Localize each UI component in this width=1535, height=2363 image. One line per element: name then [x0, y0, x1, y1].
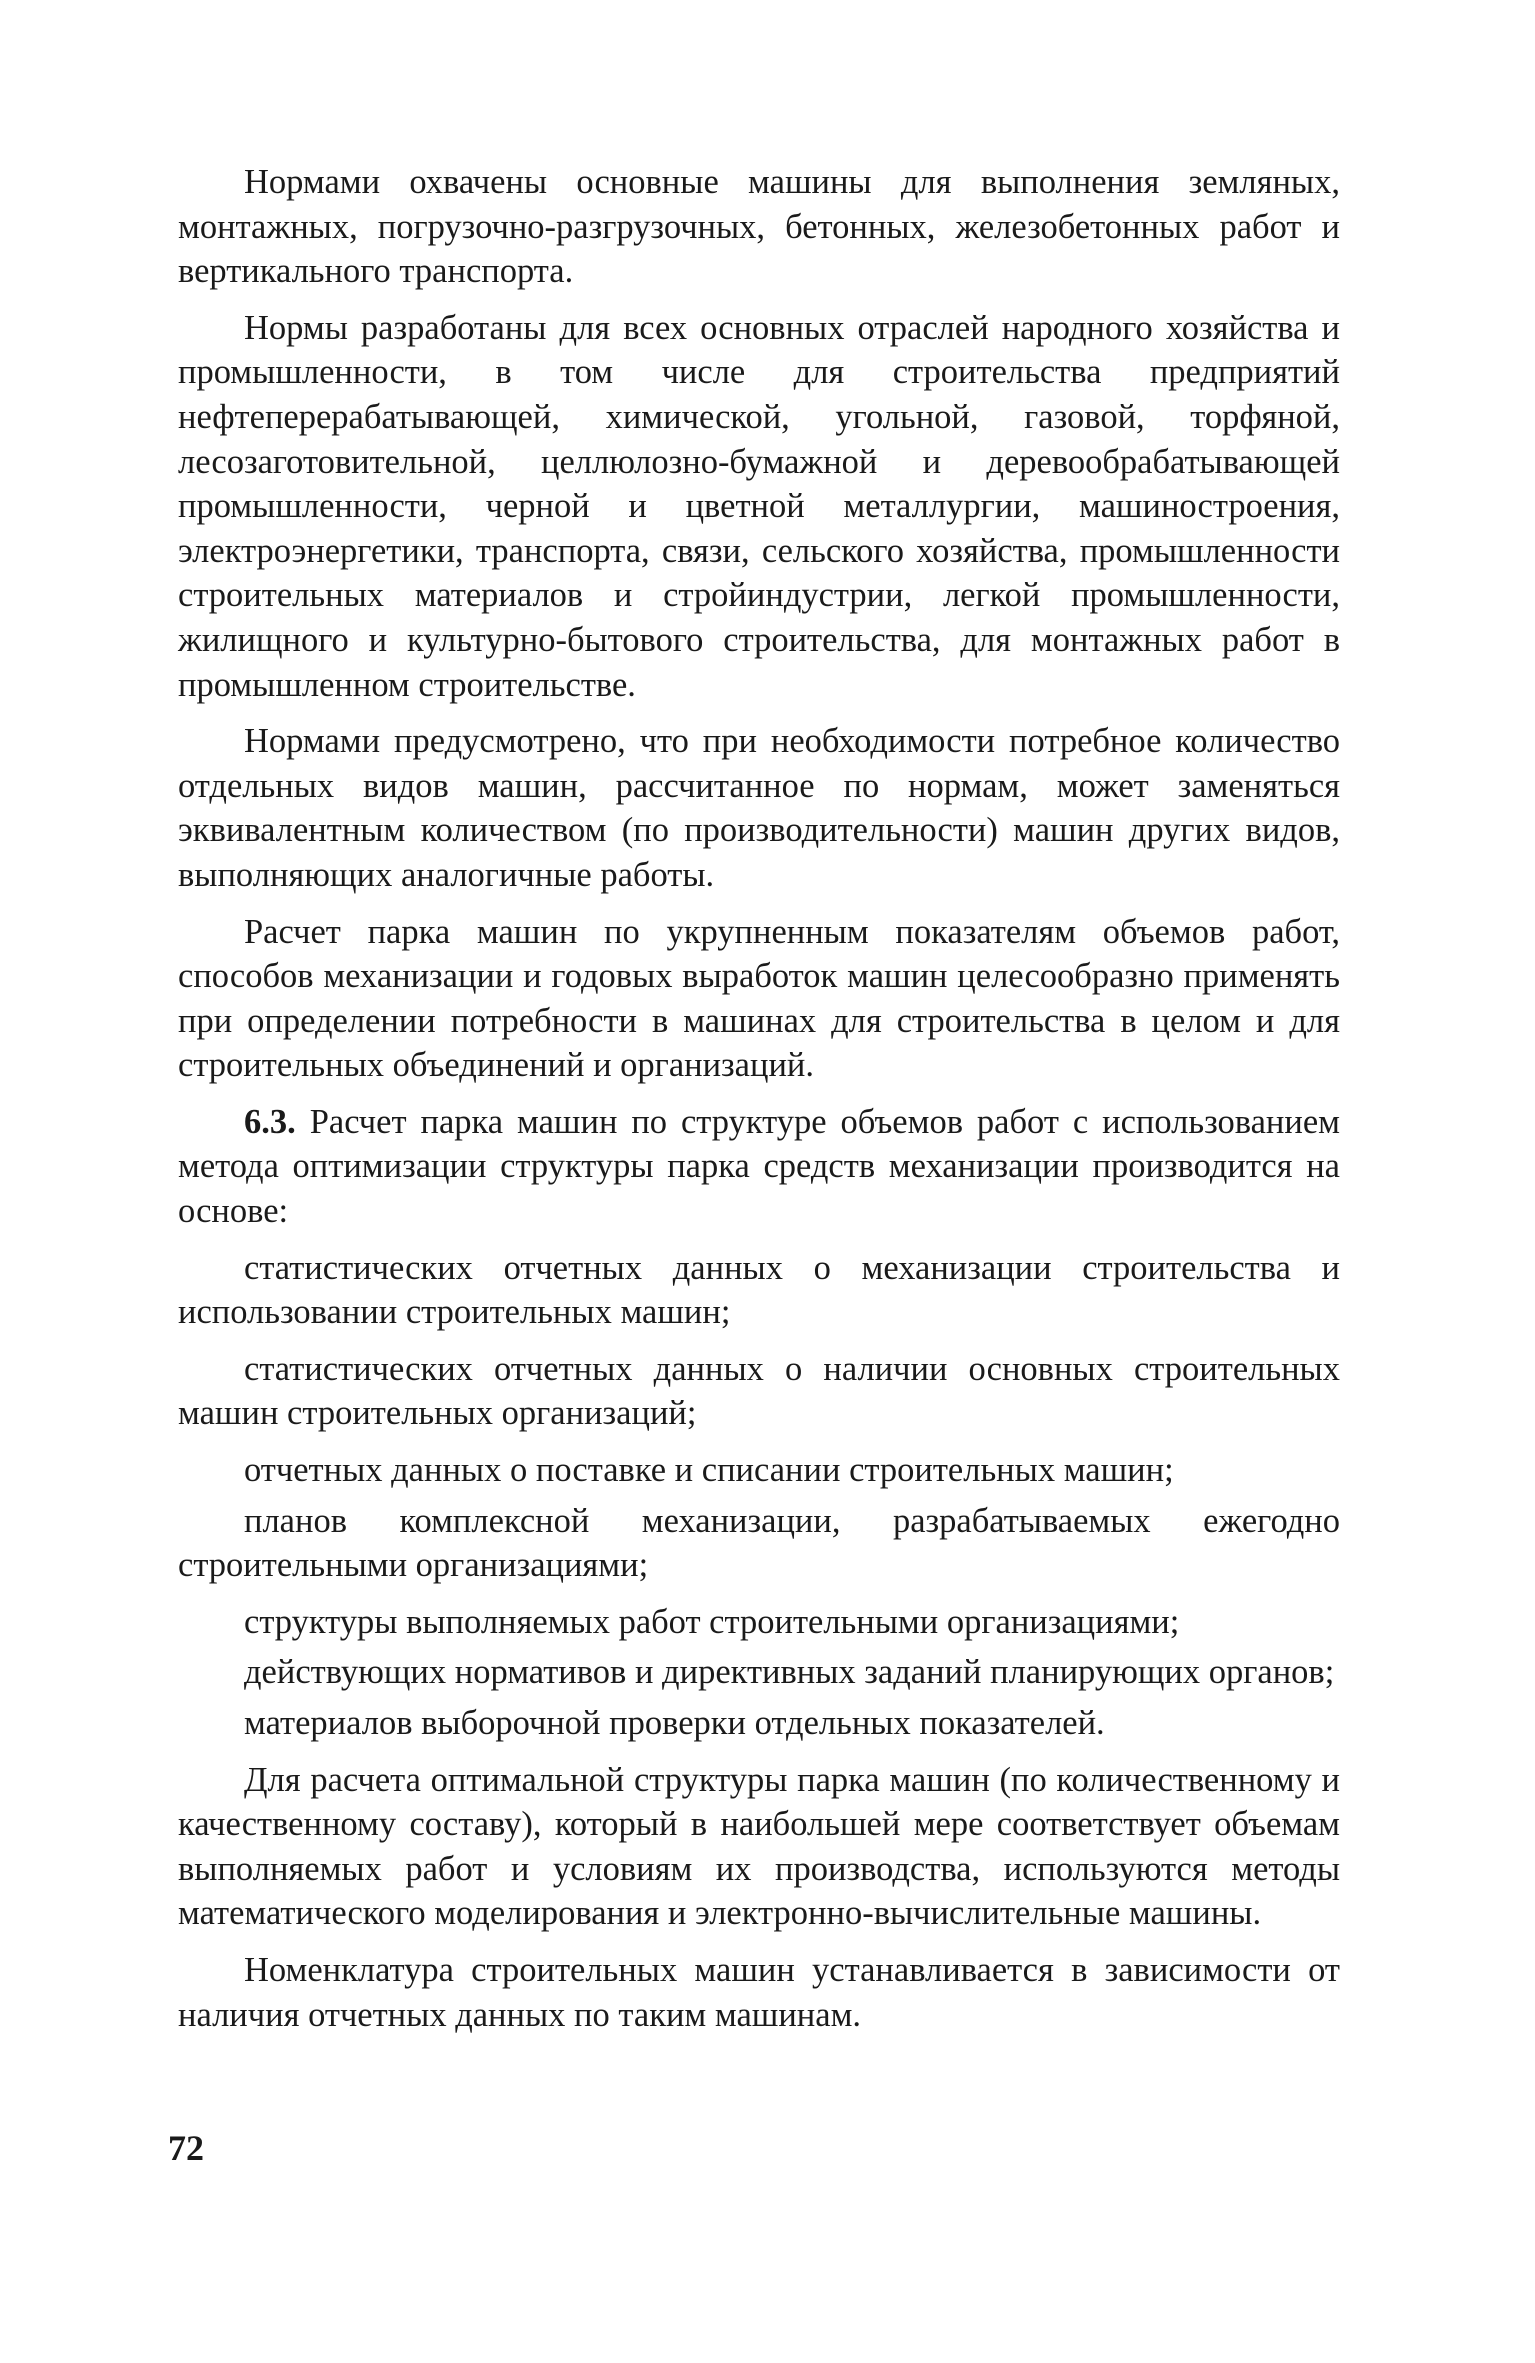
paragraph-text: Для расчета оптимальной структуры парка машин (по количественному и качественному составу), который в наибольшей мере соответствует объемам выполняемых работ и условиям их производства, используются методы математического моделирования и электронно-вычислительные машины. — [178, 1760, 1340, 1933]
list-item-text: статистических отчетных данных о механизации строительства и использовании строительных машин; — [178, 1248, 1340, 1332]
section-number: 6.3. — [244, 1102, 296, 1141]
paragraph-text: Нормы разработаны для всех основных отраслей народного хозяйства и промышленности, в том числе для строительства предприятий нефтеперерабатывающей, химической, угольной, газовой, торфяной, лесозаготовительной, целлюлозно-бумажной и деревообрабатывающей промышленности, черной и цветной металлургии, машиностроения, электроэнергетики, транспорта, связи, сельского хозяйства, промышленности строительных материалов и стройиндустрии, легкой промышленности, жилищного и культурно-бытового строительства, для монтажных работ в промышленном строительстве. — [178, 308, 1340, 704]
page-number: 72 — [168, 2128, 204, 2168]
list-item-text: структуры выполняемых работ строительными организациями; — [244, 1602, 1180, 1641]
page-text-block — [178, 160, 1340, 2049]
list-item-normatives — [178, 1650, 1340, 1695]
paragraph-text: Нормами охвачены основные машины для выполнения земляных, монтажных, погрузочно-разгрузочных, бетонных, железобетонных работ и вертикального транспорта. — [178, 163, 1340, 291]
paragraph-text: Расчет парка машин по структуре объемов работ с использованием метода оптимизации структуры парка средств механизации производится на основе: — [178, 1102, 1340, 1231]
paragraph-norms-coverage — [178, 160, 1340, 294]
list-item-text: планов комплексной механизации, разрабатываемых ежегодно строительными организациями; — [178, 1501, 1340, 1585]
paragraph-optimal-structure — [178, 1758, 1340, 1936]
list-item-text: статистических отчетных данных о наличии основных строительных машин строительных организаций; — [178, 1349, 1340, 1433]
paragraph-nomenclature — [178, 1948, 1340, 2037]
paragraph-norms-industries — [178, 306, 1340, 707]
paragraph-aggregated-calculation — [178, 910, 1340, 1088]
list-item-mechanization-plans — [178, 1499, 1340, 1588]
paragraph-text: Номенклатура строительных машин устанавливается в зависимости от наличия отчетных данных по таким машинам. — [178, 1950, 1340, 2034]
list-item-text: материалов выборочной проверки отдельных показателей. — [244, 1704, 1105, 1742]
list-item-work-structure — [178, 1600, 1340, 1645]
list-item-text: отчетных данных о поставке и списании строительных машин; — [244, 1451, 1174, 1490]
list-item-sample-checks — [178, 1701, 1340, 1746]
paragraph-text: Расчет парка машин по укрупненным показателям объемов работ, способов механизации и годовых выработок машин целесообразно применять при определении потребности в машинах для строительства в целом и для строительных объединений и организаций. — [178, 912, 1340, 1085]
paragraph-section-6-3 — [178, 1100, 1340, 1234]
list-item-text: действующих нормативов и директивных заданий планирующих органов; — [244, 1653, 1335, 1692]
paragraph-equivalent-replacement — [178, 719, 1340, 897]
paragraph-text: Нормами предусмотрено, что при необходимости потребное количество отдельных видов машин, рассчитанное по нормам, может заменяться эквивалентным количеством (по производительности) машин других видов, выполняющих аналогичные работы. — [178, 722, 1340, 894]
list-item-supply-writeoff — [178, 1448, 1340, 1493]
list-item-statistics-mechanization — [178, 1246, 1340, 1335]
list-item-statistics-availability — [178, 1347, 1340, 1436]
